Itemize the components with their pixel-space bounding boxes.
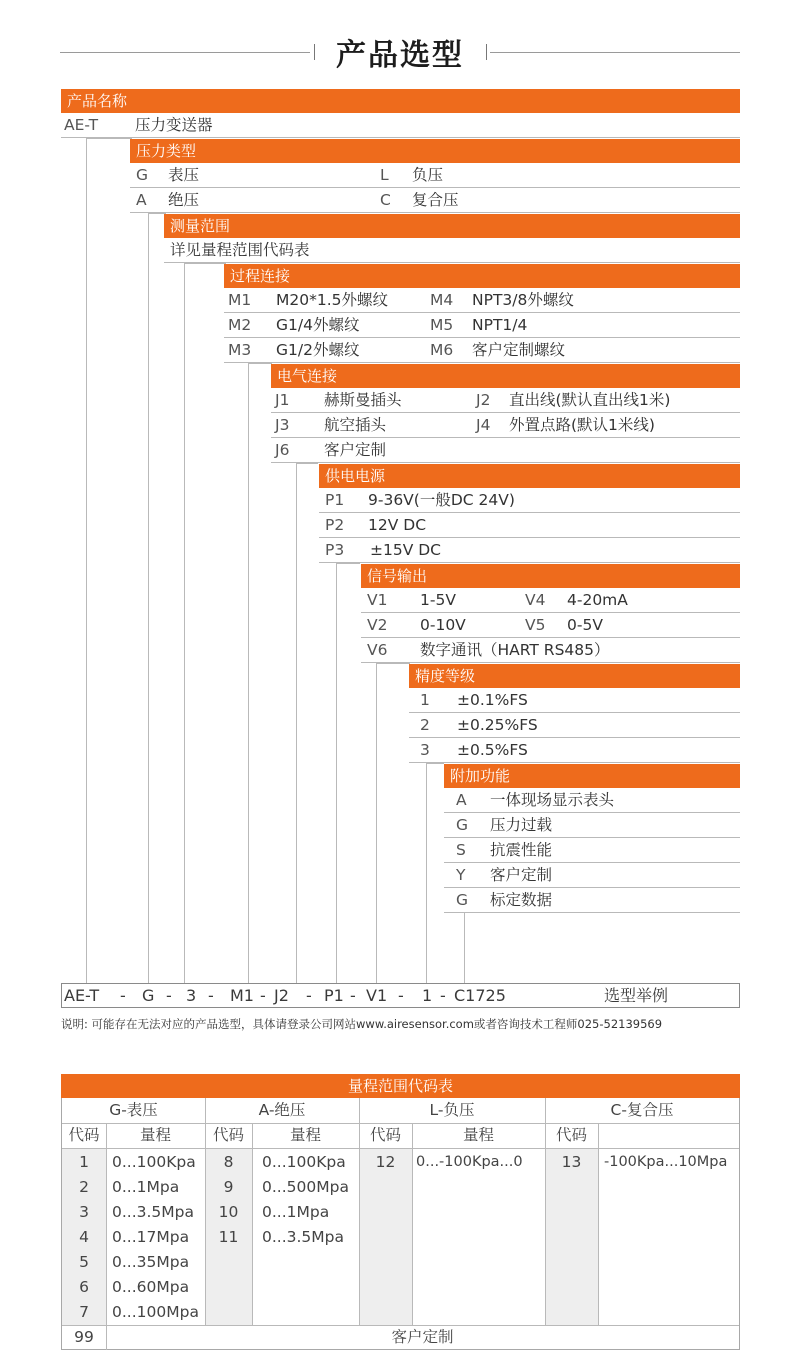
range-code: 10 — [218, 1203, 239, 1221]
page-title: 产品选型 — [336, 38, 464, 73]
title-tick-left — [314, 44, 315, 60]
example-separator: - — [350, 986, 356, 1005]
connector-line — [148, 213, 149, 983]
option-code: G — [136, 166, 149, 184]
selection-example — [61, 983, 740, 1008]
option-label: 1-5V — [420, 591, 456, 609]
title-divider-left — [60, 52, 310, 53]
range-value: 0...-100Kpa...0 — [416, 1154, 523, 1170]
example-separator: - — [306, 986, 312, 1005]
table-row — [271, 388, 740, 413]
range-value: 0...60Mpa — [112, 1278, 190, 1296]
option-label: 外置点路(默认1米线) — [509, 416, 655, 434]
option-code: A — [136, 191, 147, 209]
option-code: S — [456, 841, 466, 859]
connector-line — [426, 763, 444, 764]
connector-line — [248, 363, 272, 364]
option-label: 一体现场显示表头 — [490, 791, 615, 809]
table-row — [361, 588, 740, 613]
connector-line — [184, 263, 185, 983]
code-header: 代码 — [369, 1126, 401, 1144]
example-part: J2 — [274, 986, 289, 1005]
product-name-header: 产品名称 — [61, 89, 740, 113]
option-code: M2 — [228, 316, 252, 334]
option-label: 抗震性能 — [490, 841, 553, 859]
option-label: NPT1/4 — [472, 316, 528, 334]
example-part: M1 — [230, 986, 254, 1005]
option-code: L — [380, 166, 389, 184]
option-label: G1/4外螺纹 — [276, 316, 360, 334]
table-row — [271, 438, 740, 463]
option-code: G — [456, 816, 469, 834]
signal-output-header: 信号输出 — [361, 564, 740, 588]
footnote: 说明: 可能存在无法对应的产品选型，具体请登录公司网站www.airesensor.com或者咨询技术工程师025-52139569 — [61, 1017, 663, 1031]
option-code: P2 — [325, 516, 345, 534]
option-label: 4-20mA — [567, 591, 628, 609]
option-code: M5 — [430, 316, 454, 334]
table-rule — [106, 1123, 107, 1350]
range-code: 11 — [218, 1228, 239, 1246]
range-value: 0...100Mpa — [112, 1303, 199, 1321]
option-label: 压力过载 — [490, 816, 553, 834]
option-label: 客户定制螺纹 — [472, 341, 566, 359]
table-row — [444, 888, 740, 913]
option-code: P3 — [325, 541, 345, 559]
example-part: 1 — [422, 986, 433, 1005]
option-code: M1 — [228, 291, 252, 309]
range-code: 6 — [79, 1278, 89, 1296]
example-separator: - — [440, 986, 446, 1005]
code-header: 代码 — [555, 1126, 587, 1144]
table-row — [130, 188, 740, 213]
example-part: P1 — [324, 986, 344, 1005]
option-label: 客户定制 — [324, 441, 387, 459]
table-row — [319, 538, 740, 563]
range-code: 4 — [79, 1228, 89, 1246]
option-code: A — [456, 791, 467, 809]
example-separator: - — [398, 986, 404, 1005]
option-label: 0-5V — [567, 616, 603, 634]
group-header: L-负压 — [429, 1101, 475, 1119]
table-row — [130, 163, 740, 188]
option-code: V6 — [367, 641, 388, 659]
option-label: 12V DC — [368, 516, 427, 534]
range-table — [61, 1098, 740, 1350]
title-divider-right — [490, 52, 740, 53]
range-code: 7 — [79, 1303, 89, 1321]
pressure-type-header: 压力类型 — [130, 139, 740, 163]
option-label: 复合压 — [412, 191, 459, 209]
connector-line — [248, 363, 249, 983]
custom-code: 99 — [74, 1328, 94, 1346]
product-label: 压力变送器 — [135, 116, 213, 134]
custom-label: 客户定制 — [391, 1328, 454, 1346]
example-part: V1 — [366, 986, 388, 1005]
range-code: 3 — [79, 1203, 89, 1221]
option-label: 客户定制 — [490, 866, 553, 884]
option-code: M3 — [228, 341, 252, 359]
option-code: V4 — [525, 591, 546, 609]
range-value: 0...100Kpa — [262, 1153, 346, 1171]
table-rule — [598, 1123, 599, 1325]
range-value: 0...35Mpa — [112, 1253, 190, 1271]
option-code: M4 — [430, 291, 454, 309]
range-value: 0...1Mpa — [262, 1203, 330, 1221]
example-part: C1725 — [454, 986, 506, 1005]
connector-line — [376, 663, 410, 664]
range-code: 8 — [223, 1153, 234, 1171]
table-row — [409, 738, 740, 763]
option-code: Y — [456, 866, 466, 884]
range-code: 13 — [561, 1153, 582, 1171]
option-label: 赫斯曼插头 — [324, 391, 402, 409]
example-part: AE-T — [64, 986, 100, 1005]
table-row — [444, 813, 740, 838]
table-rule — [412, 1123, 413, 1325]
group-header: G-表压 — [109, 1101, 158, 1119]
connector-line — [376, 663, 377, 983]
range-text: 详见量程范围代码表 — [170, 241, 310, 259]
range-value: -100Kpa...10Mpa — [604, 1154, 728, 1170]
range-code: 1 — [79, 1153, 89, 1171]
option-label: 表压 — [168, 166, 200, 184]
range-header: 测量范围 — [164, 214, 740, 238]
option-label: 数字通讯（HART RS485） — [420, 641, 610, 659]
option-code: V2 — [367, 616, 388, 634]
range-code: 9 — [223, 1178, 234, 1196]
option-code: J4 — [476, 416, 491, 434]
process-connection-header: 过程连接 — [224, 264, 740, 288]
range-header: 量程 — [289, 1126, 321, 1144]
table-row — [409, 688, 740, 713]
option-label: G1/2外螺纹 — [276, 341, 360, 359]
option-code: M6 — [430, 341, 454, 359]
option-label: 0-10V — [420, 616, 466, 634]
option-label: 标定数据 — [490, 891, 553, 909]
option-label: ±0.25%FS — [457, 716, 538, 734]
table-row — [409, 713, 740, 738]
option-code: 2 — [420, 716, 430, 734]
range-value: 0...3.5Mpa — [262, 1228, 345, 1246]
option-code: V1 — [367, 591, 388, 609]
option-label: ±0.1%FS — [457, 691, 528, 709]
connector-line — [296, 463, 318, 464]
option-code: C — [380, 191, 391, 209]
table-row — [224, 338, 740, 363]
range-value: 0...100Kpa — [112, 1153, 196, 1171]
option-code: J3 — [275, 416, 290, 434]
connector-line — [86, 138, 132, 139]
option-label: 航空插头 — [324, 416, 387, 434]
code-header: 代码 — [212, 1126, 244, 1144]
option-label: NPT3/8外螺纹 — [472, 291, 574, 309]
example-label: 选型举例 — [604, 986, 669, 1005]
product-name-row — [61, 113, 740, 138]
group-header: A-绝压 — [258, 1101, 306, 1119]
option-label: 9-36V(一般DC 24V) — [368, 491, 515, 509]
option-code: J2 — [476, 391, 491, 409]
range-value: 0...500Mpa — [262, 1178, 349, 1196]
section-title — [0, 28, 800, 76]
option-label: 负压 — [412, 166, 444, 184]
example-separator: - — [208, 986, 214, 1005]
option-label: ±0.5%FS — [457, 741, 528, 759]
range-value: 0...1Mpa — [112, 1178, 180, 1196]
option-code: J6 — [275, 441, 290, 459]
option-code: P1 — [325, 491, 345, 509]
additional-header: 附加功能 — [444, 764, 740, 788]
option-code: G — [456, 891, 469, 909]
option-label: 绝压 — [168, 191, 200, 209]
table-row — [361, 613, 740, 638]
table-row — [361, 638, 740, 663]
option-label: ±15V DC — [370, 541, 441, 559]
table-row — [319, 513, 740, 538]
connector-line — [464, 913, 465, 983]
title-tick-right — [486, 44, 487, 60]
table-row — [224, 288, 740, 313]
range-header: 量程 — [462, 1126, 494, 1144]
example-separator: - — [260, 986, 266, 1005]
group-header: C-复合压 — [610, 1101, 674, 1119]
option-code: 1 — [420, 691, 430, 709]
table-row — [224, 313, 740, 338]
table-row — [271, 413, 740, 438]
range-value: 0...17Mpa — [112, 1228, 190, 1246]
table-row — [319, 488, 740, 513]
range-code: 2 — [79, 1178, 89, 1196]
connector-line — [426, 763, 427, 983]
connector-line — [184, 263, 226, 264]
connector-line — [336, 563, 360, 564]
connector-line — [336, 563, 337, 983]
range-table-title: 量程范围代码表 — [61, 1074, 740, 1098]
option-code: 3 — [420, 741, 430, 759]
code-header: 代码 — [68, 1126, 100, 1144]
option-label: M20*1.5外螺纹 — [276, 291, 388, 309]
option-label: 直出线(默认直出线1米) — [509, 391, 671, 409]
example-separator: - — [166, 986, 172, 1005]
example-part: 3 — [186, 986, 197, 1005]
option-code: V5 — [525, 616, 546, 634]
electrical-connection-header: 电气连接 — [271, 364, 740, 388]
range-header: 量程 — [139, 1126, 171, 1144]
accuracy-header: 精度等级 — [409, 664, 740, 688]
example-separator: - — [120, 986, 126, 1005]
example-part: G — [142, 986, 155, 1005]
table-rule — [62, 1148, 739, 1149]
range-value: 0...3.5Mpa — [112, 1203, 195, 1221]
power-supply-header: 供电电源 — [319, 464, 740, 488]
table-rule — [252, 1123, 253, 1325]
option-code: J1 — [275, 391, 290, 409]
range-code: 5 — [79, 1253, 89, 1271]
range-row — [164, 238, 740, 263]
product-code: AE-T — [64, 116, 99, 134]
connector-line — [296, 463, 297, 983]
table-row — [444, 863, 740, 888]
table-row — [444, 838, 740, 863]
connector-line — [86, 138, 87, 983]
table-row — [444, 788, 740, 813]
range-code: 12 — [375, 1153, 396, 1171]
